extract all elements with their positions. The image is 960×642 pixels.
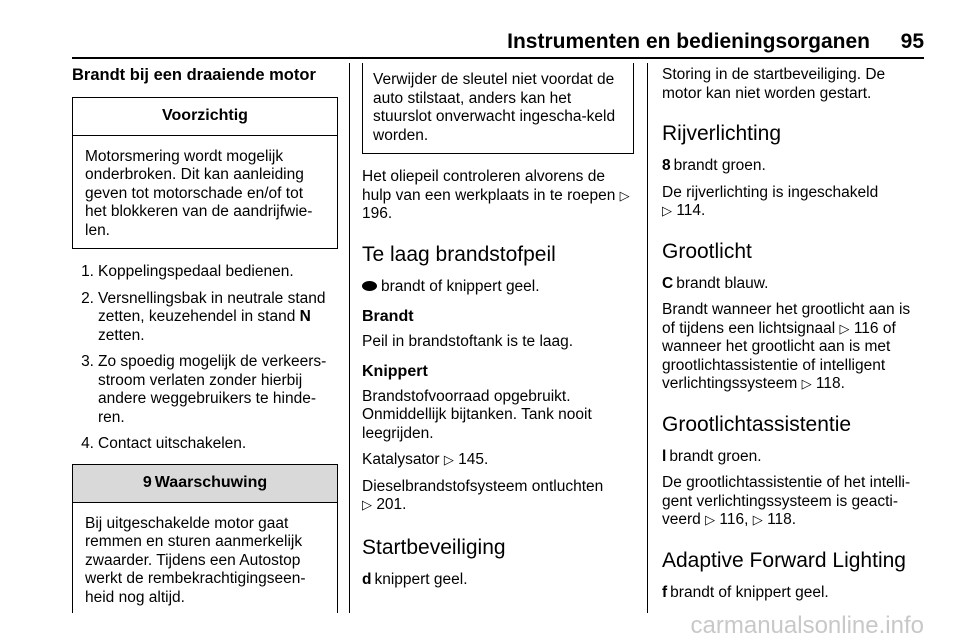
caution-text: Motorsmering wordt mogelijk onderbroken. Dit kan aanleiding geven tot motorschade en/of tot het blokkeren van de aandrijfwie-len. <box>85 147 313 239</box>
fuel-heading: Te laag brandstofpeil <box>362 242 556 266</box>
assist-text: De grootlichtassistentie of het intelli-gent verlichtingssysteem is geacti-veerd ▷ 116, ▷ 118. <box>662 474 911 528</box>
column-right <box>662 66 924 610</box>
warning-heading: 9 Waarschuwing <box>73 465 337 503</box>
caution-heading: Voorzichtig <box>73 98 337 136</box>
rijverlichting-indicator: 8 brandt groen. <box>662 157 766 174</box>
start-continued-text: Storing in de startbeveiliging. De motor kan niet worden gestart. <box>662 66 886 102</box>
katalysator-text: Katalysator ▷ 145. <box>362 451 489 468</box>
high-beam-icon: C <box>662 274 674 292</box>
caution-box <box>72 97 338 250</box>
brandt-text: Peil in brandstoftank is te laag. <box>362 332 574 350</box>
header-title: Instrumenten en bedieningsorganen <box>507 30 870 53</box>
header-rule <box>72 57 924 59</box>
afl-heading: Adaptive Forward Lighting <box>662 548 906 572</box>
knippert-heading: Knippert <box>362 363 428 380</box>
steps-list <box>72 263 338 454</box>
section-title: Brandt bij een draaiende motor <box>72 66 316 84</box>
grootlicht-heading: Grootlicht <box>662 239 752 263</box>
high-beam-assist-icon: l <box>662 447 667 465</box>
column-left <box>72 66 338 613</box>
list-item: 1. Koppelingspedaal bedienen. <box>81 263 294 280</box>
page-number: 95 <box>900 30 924 53</box>
side-light-icon: 8 <box>662 157 671 174</box>
brandt-heading: Brandt <box>362 308 414 325</box>
fuel-indicator: brandt of knippert geel. <box>362 278 634 297</box>
start-indicator: d knippert geel. <box>362 570 468 588</box>
diesel-text: Dieselbrandstofsysteem ontluchten ▷ 201. <box>362 477 604 513</box>
grootlicht-indicator: C brandt blauw. <box>662 274 769 292</box>
assist-indicator: l brandt groen. <box>662 447 762 465</box>
fuel-icon <box>362 281 377 291</box>
assist-heading: Grootlichtassistentie <box>662 412 852 436</box>
warning-text: Bij uitgeschakelde motor gaat remmen en sturen aanmerkelijk zwaarder. Tijdens een Autostop werkt de rembekrachtigingseen-heid nog altijd. <box>85 514 306 606</box>
afl-indicator: f brandt of knippert geel. <box>662 583 829 601</box>
watermark: carmanualsonline.info <box>690 612 924 639</box>
oil-text: Het oliepeil controleren alvorens de hulp van een werkplaats in te roepen ▷ 196. <box>362 168 630 222</box>
rijverlichting-heading: Rijverlichting <box>662 122 782 145</box>
list-item: 4. Contact uitschakelen. <box>81 435 247 452</box>
column-middle <box>362 63 634 597</box>
rijverlichting-text: De rijverlichting is ingeschakeld ▷ 114. <box>662 183 879 219</box>
grootlicht-text: Brandt wanneer het grootlicht aan is of tijdens een lichtsignaal ▷ 116 of wanneer het grootlicht aan is met grootlichtassistentie of intelligent verlichtingssysteem ▷ 118. <box>662 301 911 392</box>
column-divider <box>647 63 648 613</box>
afl-icon: f <box>662 583 668 601</box>
start-heading: Startbeveiliging <box>362 535 506 559</box>
list-item: 3. Zo spoedig mogelijk de verkeers-stroom verlaten zonder hierbij andere weggebruikers te hinde-ren. <box>81 353 327 426</box>
column-divider <box>349 63 350 613</box>
warning-box <box>72 464 338 613</box>
immobiliser-icon: d <box>362 570 372 588</box>
warning-box-continued: Verwijder de sleutel niet voordat de auto stilstaat, anders kan het stuurslot onverwacht ingescha-keld worden. <box>362 63 634 154</box>
list-item: 2. Versnellingsbak in neutrale stand zetten, keuzehendel in stand N zetten. <box>81 289 326 344</box>
warning-icon: 9 <box>142 473 152 491</box>
knippert-text: Brandstofvoorraad opgebruikt. Onmiddellijk bijtanken. Tank nooit leegrijden. <box>362 387 592 442</box>
